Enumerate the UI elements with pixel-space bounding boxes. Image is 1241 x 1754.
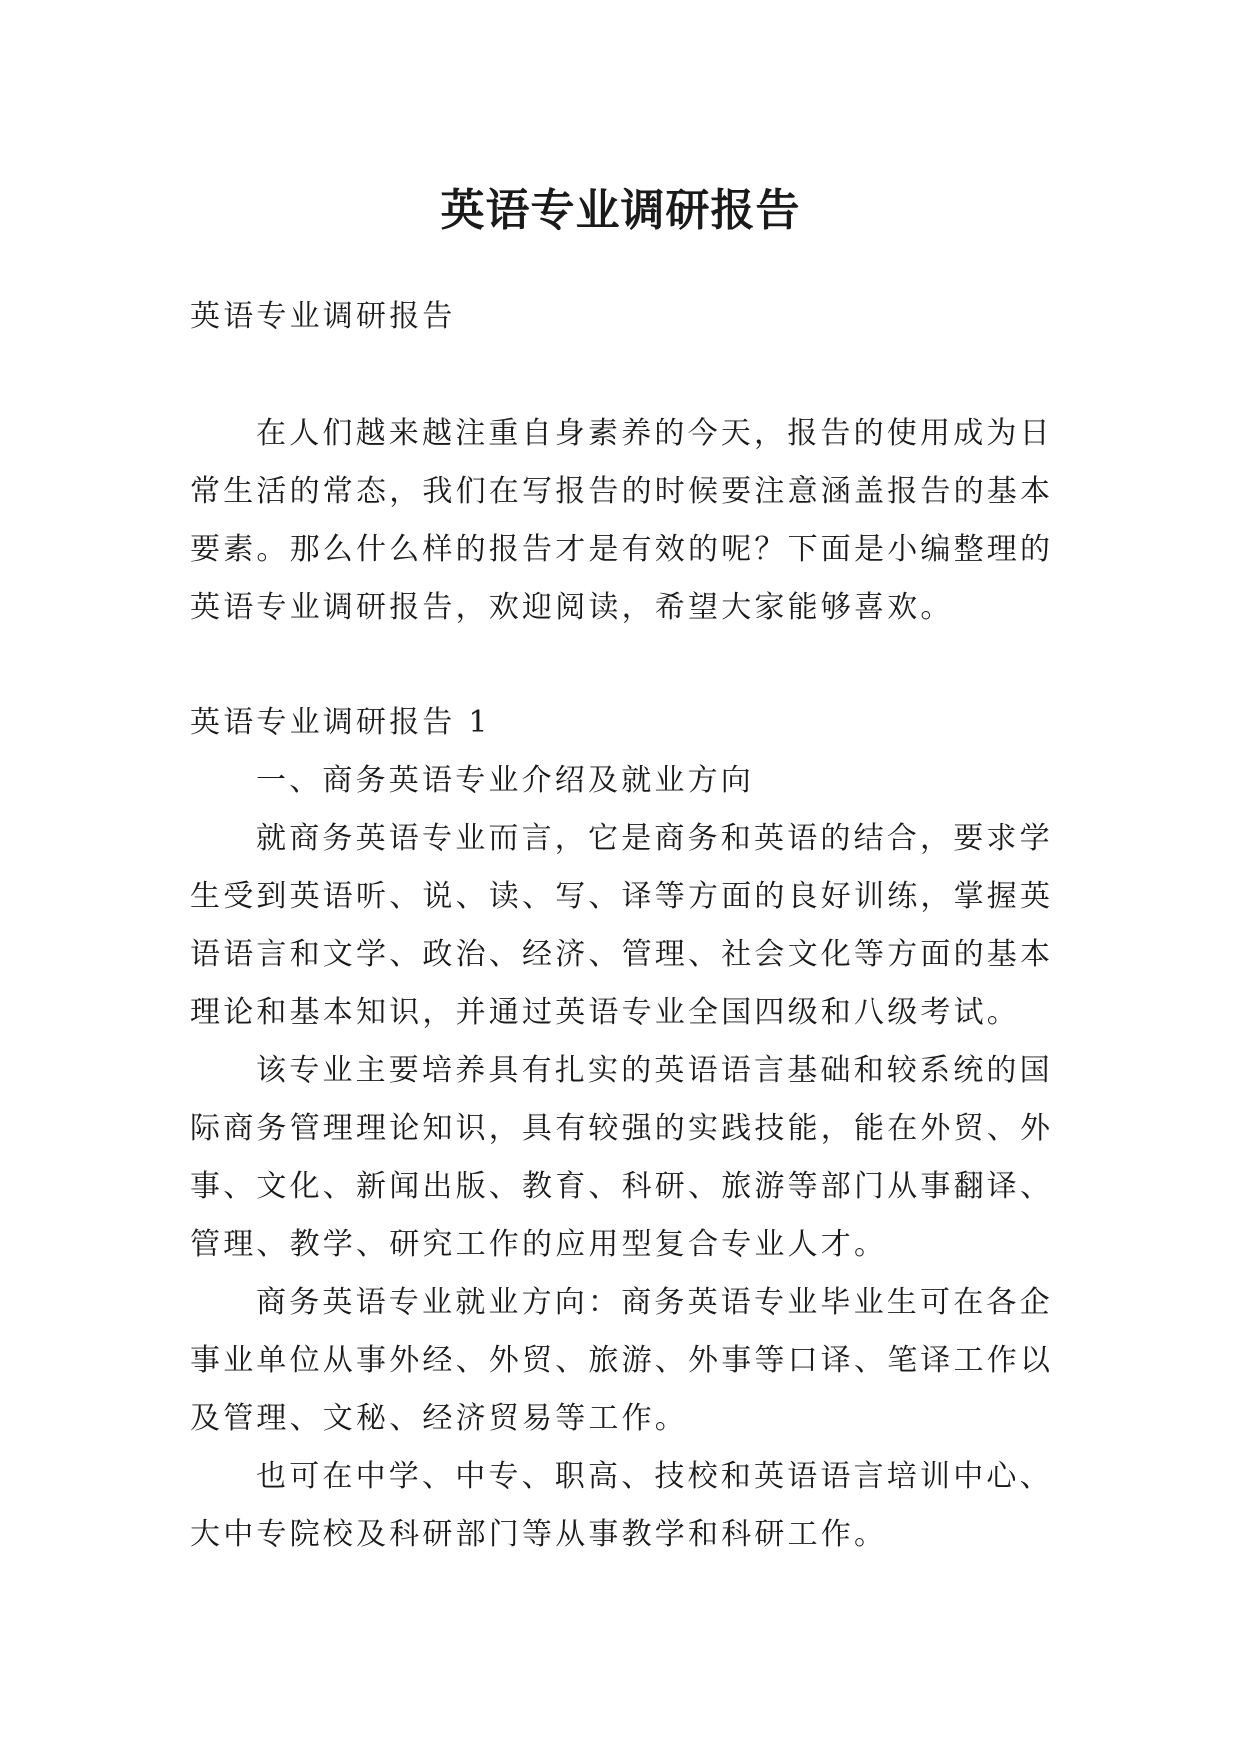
section-subheading: 一、商务英语专业介绍及就业方向 (256, 763, 754, 798)
document-subtitle (190, 288, 1070, 346)
document-title: 英语专业调研报告 (440, 185, 801, 237)
section-paragraph: 就商务英语专业而言，它是商务和英语的结合，要求学生受到英语听、说、读、写、译等方面的良好训练，掌握英语语言和文学、政治、经济、管理、社会文化等方面的基本理论和基本知识，并通过英语专业全国四级和八级考试。 (190, 821, 1054, 1030)
report-section-1 (190, 694, 1070, 1564)
section-paragraph: 商务英语专业就业方向：商务英语专业毕业生可在各企事业单位从事外经、外贸、旅游、外事等口译、笔译工作以及管理、文秘、经济贸易等工作。 (190, 1285, 1054, 1436)
section-paragraph: 该专业主要培养具有扎实的英语语言基础和较系统的国际商务管理理论知识，具有较强的实践技能，能在外贸、外事、文化、新闻出版、教育、科研、旅游等部门从事翻译、管理、教学、研究工作的应用型复合专业人才。 (190, 1053, 1054, 1262)
intro-paragraph: 在人们越来越注重自身素养的今天，报告的使用成为日常生活的常态，我们在写报告的时候要注意涵盖报告的基本要素。那么什么样的报告才是有效的呢？下面是小编整理的英语专业调研报告，欢迎阅读，希望大家能够喜欢。 (190, 416, 1054, 625)
subtitle-text: 英语专业调研报告 (190, 299, 456, 334)
section-heading: 英语专业调研报告 1 (190, 705, 491, 740)
intro-paragraph-block (190, 405, 1070, 637)
section-paragraph: 也可在中学、中专、职高、技校和英语语言培训中心、大中专院校及科研部门等从事教学和科研工作。 (190, 1459, 1053, 1552)
